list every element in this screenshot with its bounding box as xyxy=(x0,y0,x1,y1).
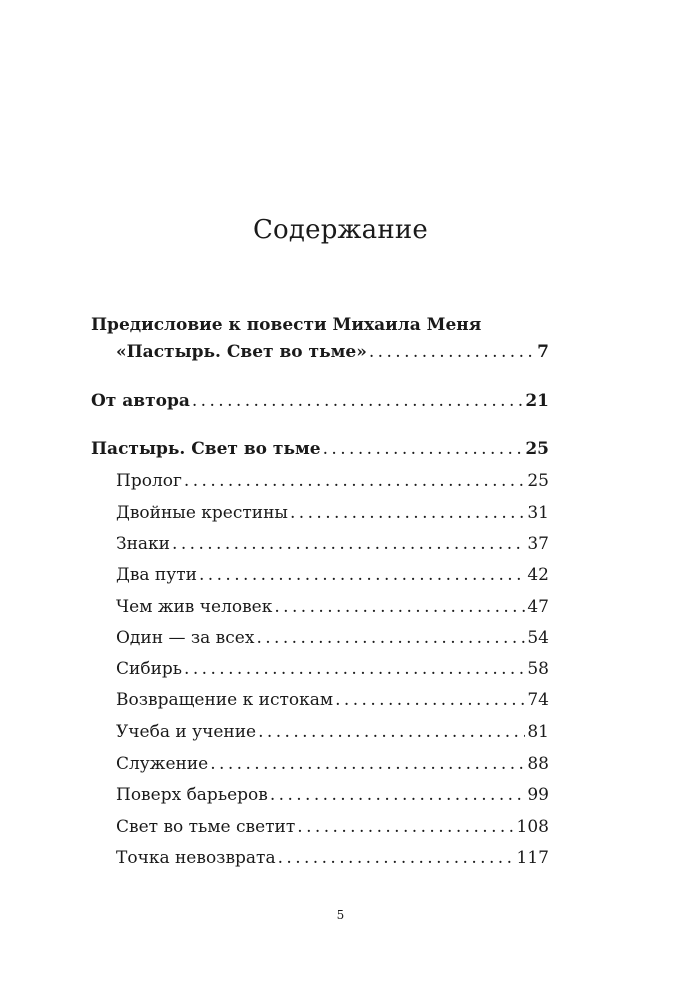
toc-entry-chapter[interactable] xyxy=(116,783,549,807)
toc-entry-label: Пролог xyxy=(116,471,182,491)
toc-leader xyxy=(199,563,525,587)
toc-leader xyxy=(184,657,525,681)
toc-entry-chapter[interactable] xyxy=(116,501,549,525)
toc-entry-label: Два пути xyxy=(116,565,197,585)
toc-entry-preface[interactable] xyxy=(116,340,549,364)
toc-page-number: 25 xyxy=(527,471,549,491)
toc-page-number: 88 xyxy=(527,754,549,774)
toc-page-number: 58 xyxy=(527,659,549,679)
toc-entry-label: Возвращение к истокам xyxy=(116,690,334,710)
toc-entry-chapter[interactable] xyxy=(116,657,549,681)
toc-entry-chapter[interactable] xyxy=(116,532,549,556)
toc-entry-label: Поверх барьеров xyxy=(116,785,268,805)
toc-entry-label: «Пастырь. Свет во тьме» xyxy=(116,342,367,362)
toc-page-number: 42 xyxy=(527,565,549,585)
toc-leader xyxy=(270,783,526,807)
page-title: Содержание xyxy=(252,215,429,245)
toc-page-number: 99 xyxy=(527,785,549,805)
toc-leader xyxy=(297,815,514,839)
toc-entry-label: Знаки xyxy=(116,534,171,554)
toc-page-number: 37 xyxy=(527,534,549,554)
toc-entry-chapter[interactable] xyxy=(116,720,549,744)
toc-entry-label: Свет во тьме светит xyxy=(116,817,296,837)
toc-entry-label: Точка невозврата xyxy=(116,848,276,868)
toc-leader xyxy=(335,688,525,712)
page-number: 5 xyxy=(336,908,345,922)
toc-entry-label: От автора xyxy=(91,391,190,411)
toc-page-number: 54 xyxy=(527,628,549,648)
toc-entry-label: Служение xyxy=(116,754,209,774)
toc-leader xyxy=(258,720,525,744)
toc-leader xyxy=(172,532,525,556)
toc-leader xyxy=(256,626,525,650)
toc-entry-chapter[interactable] xyxy=(116,469,549,493)
toc-entry-chapter[interactable] xyxy=(116,626,549,650)
toc-entry-label: Один — за всех xyxy=(116,628,255,648)
toc-leader xyxy=(184,469,525,493)
toc-entry-chapter[interactable] xyxy=(116,846,549,870)
toc-page-number: 47 xyxy=(527,597,549,617)
toc-leader xyxy=(278,846,515,870)
toc-page-number: 21 xyxy=(525,391,549,411)
toc-entry-chapter[interactable] xyxy=(116,595,549,619)
toc-entry-label: Сибирь xyxy=(116,659,183,679)
toc-leader xyxy=(210,752,525,776)
toc-entry-author[interactable] xyxy=(91,389,549,413)
toc-entry-label: Двойные крестины xyxy=(116,503,288,523)
toc-leader xyxy=(369,340,535,364)
toc-leader xyxy=(192,389,523,413)
toc-page-number: 108 xyxy=(516,817,549,837)
toc-entry-preface-line1[interactable]: Предисловие к повести Михаила Меня xyxy=(91,315,482,335)
toc-page-number: 74 xyxy=(527,690,549,710)
toc-page-number: 31 xyxy=(527,503,549,523)
toc-entry-label: Чем жив человек xyxy=(116,597,273,617)
toc-page-number: 25 xyxy=(525,439,549,459)
toc-entry-part[interactable] xyxy=(91,437,549,461)
toc-leader xyxy=(290,501,525,525)
toc-entry-chapter[interactable] xyxy=(116,688,549,712)
toc-entry-label: Пастырь. Свет во тьме xyxy=(91,439,321,459)
toc-leader xyxy=(323,437,524,461)
toc-page-number: 117 xyxy=(516,848,549,868)
toc-entry-chapter[interactable] xyxy=(116,815,549,839)
toc-entry-chapter[interactable] xyxy=(116,752,549,776)
toc-leader xyxy=(274,595,525,619)
toc-page-number: 7 xyxy=(537,342,549,362)
toc-entry-label: Учеба и учение xyxy=(116,722,257,742)
toc-entry-chapter[interactable] xyxy=(116,563,549,587)
toc-page-number: 81 xyxy=(527,722,549,742)
